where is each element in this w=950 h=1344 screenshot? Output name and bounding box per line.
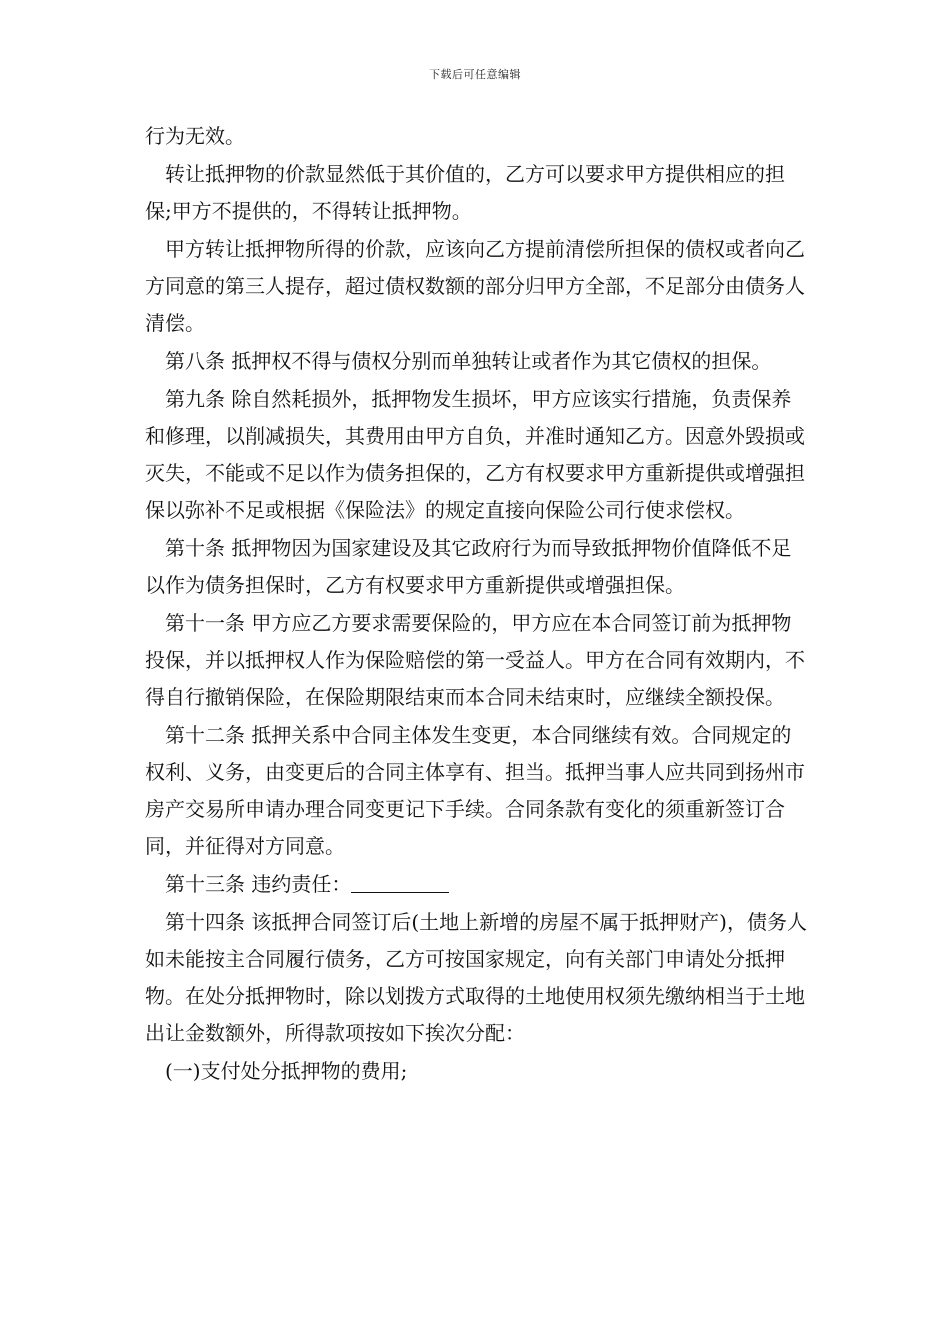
clause-13-label: 第十三条 违约责任： bbox=[165, 872, 352, 896]
clause-12: 第十二条 抵押关系中合同主体发生变更，本合同继续有效。合同规定的权利、义务，由变更后的合同主体享有、担当。抵押当事人应共同到扬州市房产交易所申请办理合同变更记下手续。合同条款有变化的须重新签订合同，并征得对方同意。 bbox=[145, 723, 805, 858]
clause-13-blank-line bbox=[351, 870, 449, 893]
clause-11: 第十一条 甲方应乙方要求需要保险的，甲方应在本合同签订前为抵押物投保，并以抵押权人作为保险赔偿的第一受益人。甲方在合同有效期内，不得自行撤销保险，在保险期限结束而本合同未结束时，应继续全额投保。 bbox=[145, 611, 805, 709]
paragraph-continuation: 行为无效。 bbox=[145, 124, 245, 148]
clause-13 bbox=[145, 866, 810, 903]
paragraph-transfer-price: 转让抵押物的价款显然低于其价值的，乙方可以要求甲方提供相应的担保;甲方不提供的，不得转让抵押物。 bbox=[145, 162, 785, 223]
clause-14: 第十四条 该抵押合同签订后(土地上新增的房屋不属于抵押财产)，债务人如未能按主合同履行债务，乙方可按国家规定，向有关部门申请处分抵押物。在处分抵押物时，除以划拨方式取得的土地使用权须先缴纳相当于土地出让金数额外，所得款项按如下挨次分配： bbox=[145, 910, 807, 1045]
document-body bbox=[145, 118, 810, 1091]
clause-9: 第九条 除自然耗损外，抵押物发生损坏，甲方应该实行措施，负责保养和修理，以削减损失，其费用由甲方自负，并准时通知乙方。因意外毁损或灭失，不能或不足以作为债务担保的，乙方有权要求甲方重新提供或增强担保以弥补不足或根据《保险法》的规定直接向保险公司行使求偿权。 bbox=[145, 387, 805, 522]
clause-8: 第八条 抵押权不得与债权分别而单独转让或者作为其它债权的担保。 bbox=[165, 349, 772, 373]
clause-14-item-1: (一)支付处分抵押物的费用; bbox=[165, 1059, 408, 1083]
clause-10: 第十条 抵押物因为国家建设及其它政府行为而导致抵押物价值降低不足以作为债务担保时，乙方有权要求甲方重新提供或增强担保。 bbox=[145, 536, 792, 597]
page-header-note: 下载后可任意编辑 bbox=[429, 68, 521, 81]
paragraph-transfer-proceeds: 甲方转让抵押物所得的价款，应该向乙方提前清偿所担保的债权或者向乙方同意的第三人提存，超过债权数额的部分归甲方全部，不足部分由债务人清偿。 bbox=[145, 237, 805, 335]
